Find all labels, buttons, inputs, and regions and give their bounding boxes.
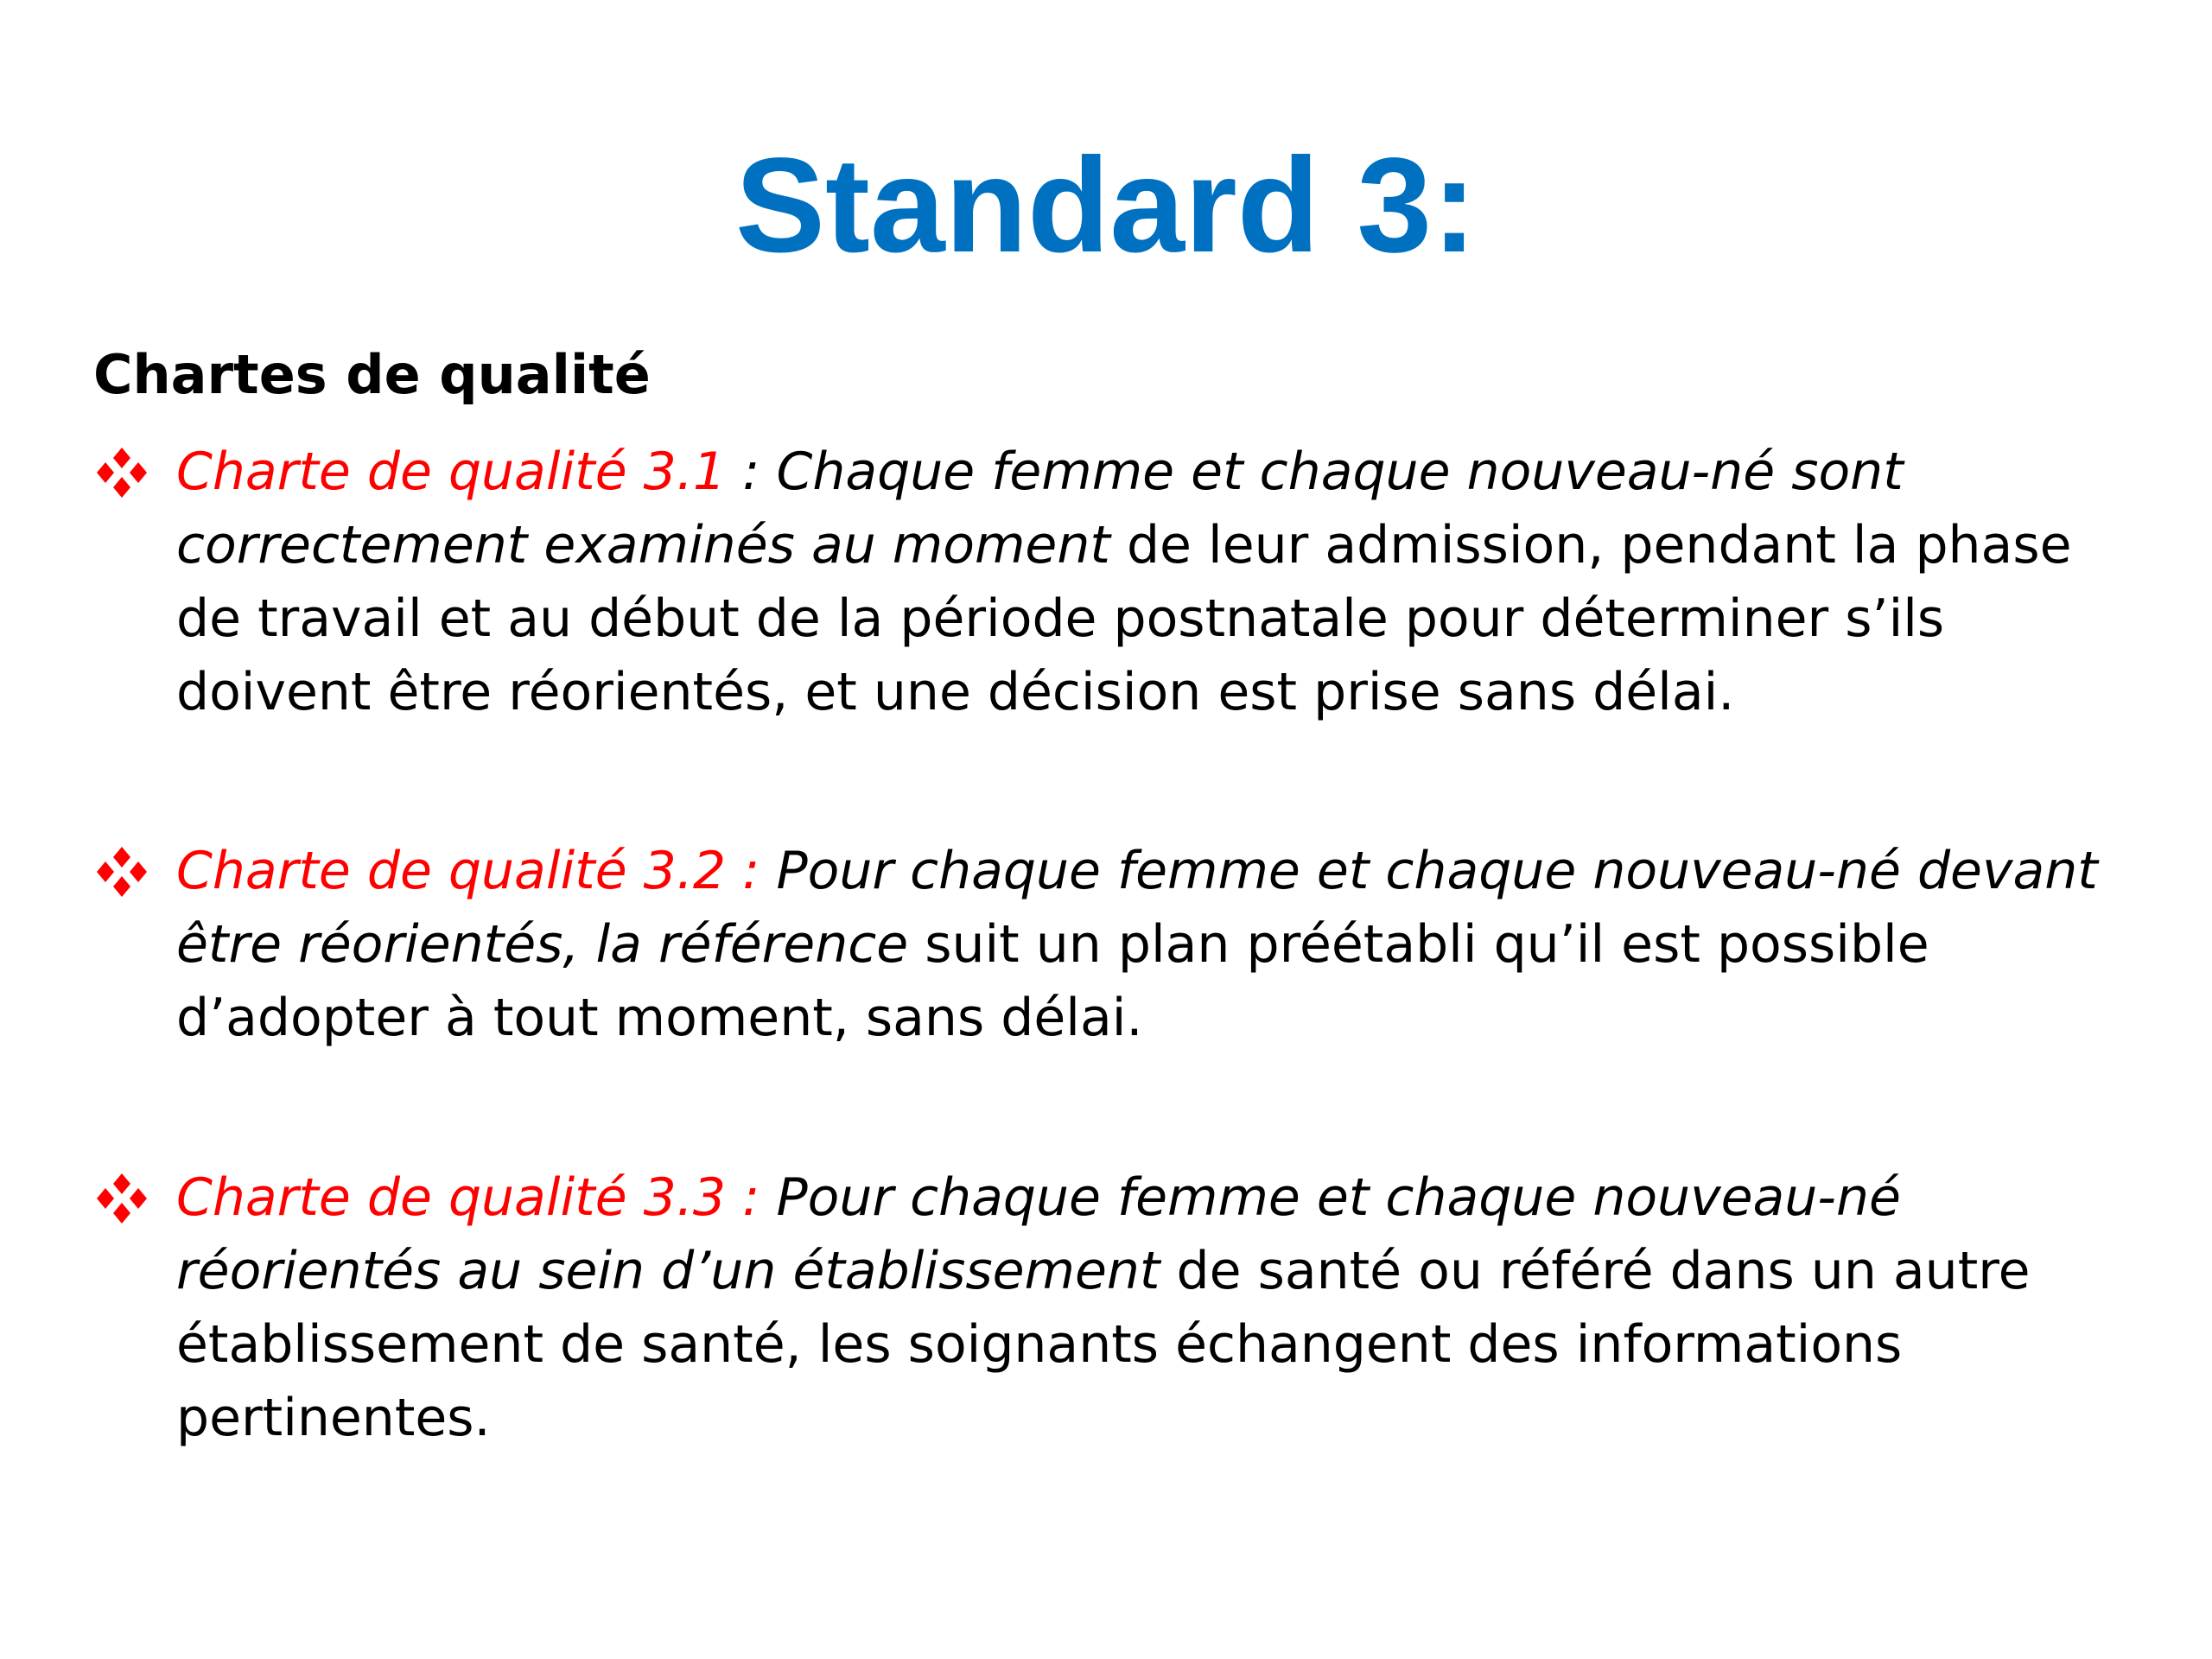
charter-item-3-3 [93,1161,2150,1455]
charter-italic-text: Pour chaque femme et chaque nouveau-né devant être réorientés, la référence [176,841,2098,975]
four-diamond-bullet-icon [93,843,150,900]
charter-item-3-2 [93,835,2150,1055]
four-diamond-bullet-icon [93,444,150,501]
charter-italic-text: : Chaque femme et chaque nouveau-né sont correctement examinés au moment [176,442,1904,575]
charter-regular-text: de leur admission, pendant la phase de travail et au début de la période postnatale pour déterminer s’ils doivent être réorientés, et une décision est prise sans délai. [176,515,2072,722]
four-diamond-bullet-icon [93,1170,150,1227]
charter-italic-text: Pour chaque femme et chaque nouveau-né réorientés au sein d’un établissement [176,1167,1901,1301]
charter-item-3-1 [93,435,2150,729]
charter-label: Charte de qualité 3.2 : [176,841,760,901]
charter-text [176,835,2150,1055]
charter-label: Charte de qualité 3.3 : [176,1167,760,1228]
charter-text [176,1161,2150,1455]
section-heading: Chartes de qualité [93,343,651,406]
slide-title: Standard 3: [734,130,1478,281]
charter-regular-text: suit un plan préétabli qu’il est possible d’adopter à tout moment, sans délai. [176,914,1929,1048]
charter-regular-text: de santé ou référé dans un autre établissement de santé, les soignants échangent des informations pertinentes. [176,1241,2031,1448]
charter-label: Charte de qualité 3.1 [176,442,727,502]
charter-text [176,435,2150,729]
